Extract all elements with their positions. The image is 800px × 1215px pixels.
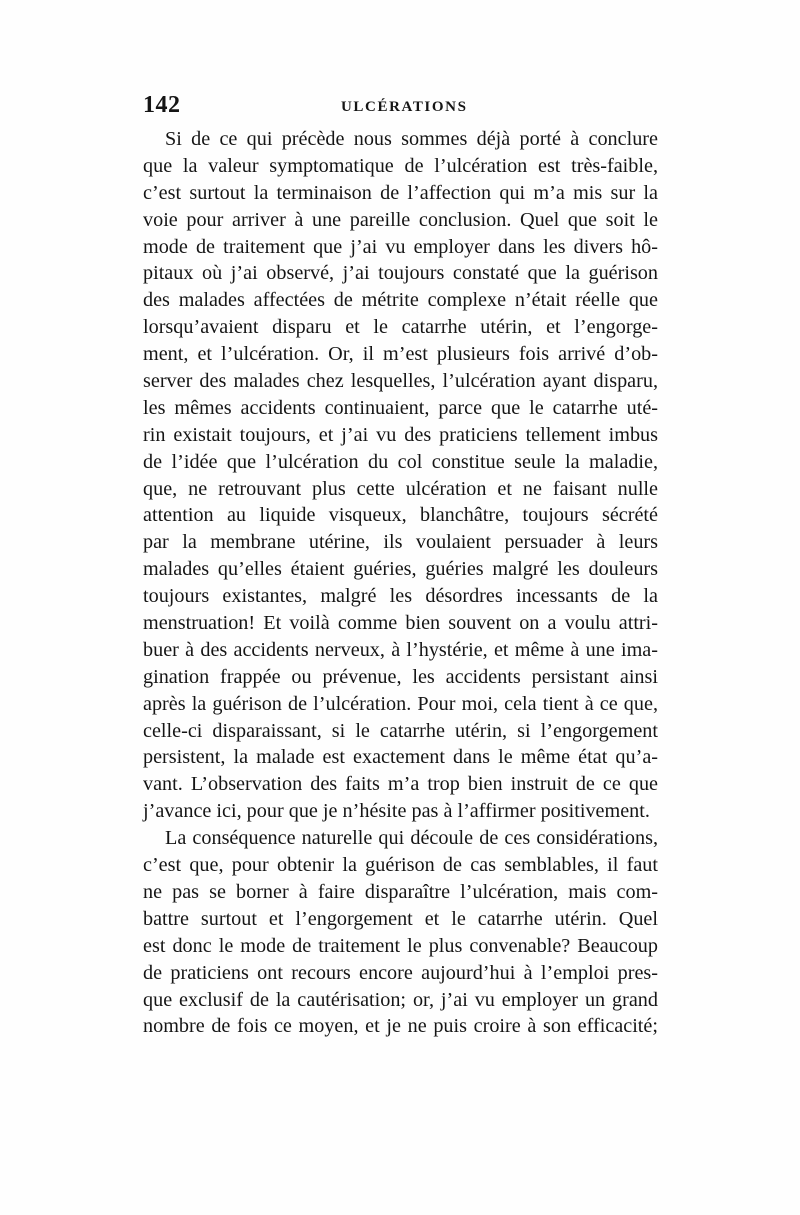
body-text <box>143 126 658 1040</box>
text-line: j’avance ici, pour que je n’hésite pas à l’affirmer positivement. <box>143 800 650 823</box>
text-line: est donc le mode de traitement le plus convenable? Beaucoup <box>143 934 658 957</box>
text-line: que exclusif de la cautérisation; or, j’ai vu employer un grand <box>143 988 658 1011</box>
text-line: La conséquence naturelle qui découle de ces considérations, <box>165 827 658 850</box>
text-line: de l’idée que l’ulcération du col constitue seule la maladie, <box>143 450 658 473</box>
text-line: de praticiens ont recours encore aujourd’hui à l’emploi pres- <box>143 961 658 984</box>
text-line: pitaux où j’ai observé, j’ai toujours constaté que la guérison <box>143 262 658 285</box>
text-line: nombre de fois ce moyen, et je ne puis croire à son efficacité; <box>143 1015 658 1038</box>
text-line: attention au liquide visqueux, blanchâtre, toujours sécrété <box>143 504 658 527</box>
text-line: ment, et l’ulcération. Or, il m’est plusieurs fois arrivé d’ob- <box>143 343 658 366</box>
text-line: malades qu’elles étaient guéries, guéries malgré les douleurs <box>143 558 658 581</box>
text-line: par la membrane utérine, ils voulaient persuader à leurs <box>143 531 658 554</box>
text-line: mode de traitement que j’ai vu employer dans les divers hô- <box>143 235 658 258</box>
text-line: c’est surtout la terminaison de l’affection qui m’a mis sur la <box>143 181 658 204</box>
text-line: server des malades chez lesquelles, l’ulcération ayant disparu, <box>143 370 658 393</box>
text-line: lorsqu’avaient disparu et le catarrhe utérin, et l’engorge- <box>143 316 658 339</box>
text-line: c’est que, pour obtenir la guérison de cas semblables, il faut <box>143 854 658 877</box>
text-line: rin existait toujours, et j’ai vu des praticiens tellement imbus <box>143 423 658 446</box>
text-line: ne pas se borner à faire disparaître l’ulcération, mais com- <box>143 880 658 903</box>
text-line: que, ne retrouvant plus cette ulcération et ne faisant nulle <box>143 477 658 500</box>
page-header <box>143 92 658 126</box>
text-line: vant. L’observation des faits m’a trop bien instruit de ce que <box>143 773 658 796</box>
running-title: ULCÉRATIONS <box>341 99 468 115</box>
text-line: Si de ce qui précède nous sommes déjà porté à conclure <box>165 128 658 150</box>
text-line: après la guérison de l’ulcération. Pour moi, cela tient à ce que, <box>143 692 658 715</box>
text-line: toujours existantes, malgré les désordres incessants de la <box>143 585 658 608</box>
page-number: 142 <box>143 92 181 118</box>
text-line: buer à des accidents nerveux, à l’hystérie, et même à une ima- <box>143 638 658 661</box>
text-line: des malades affectées de métrite complexe n’était réelle que <box>143 289 658 312</box>
text-line: les mêmes accidents continuaient, parce que le catarrhe uté- <box>143 396 658 419</box>
text-line: battre surtout et l’engorgement et le catarrhe utérin. Quel <box>143 907 658 930</box>
text-line: que la valeur symptomatique de l’ulcération est très-faible, <box>143 154 658 177</box>
text-line: celle-ci disparaissant, si le catarrhe utérin, si l’engorgement <box>143 719 658 742</box>
text-line: voie pour arriver à une pareille conclusion. Quel que soit le <box>143 208 658 231</box>
text-line: persistent, la malade est exactement dans le même état qu’a- <box>143 746 658 769</box>
text-line: gination frappée ou prévenue, les accidents persistant ainsi <box>143 665 658 688</box>
text-line: menstruation! Et voilà comme bien souvent on a voulu attri- <box>143 612 658 635</box>
